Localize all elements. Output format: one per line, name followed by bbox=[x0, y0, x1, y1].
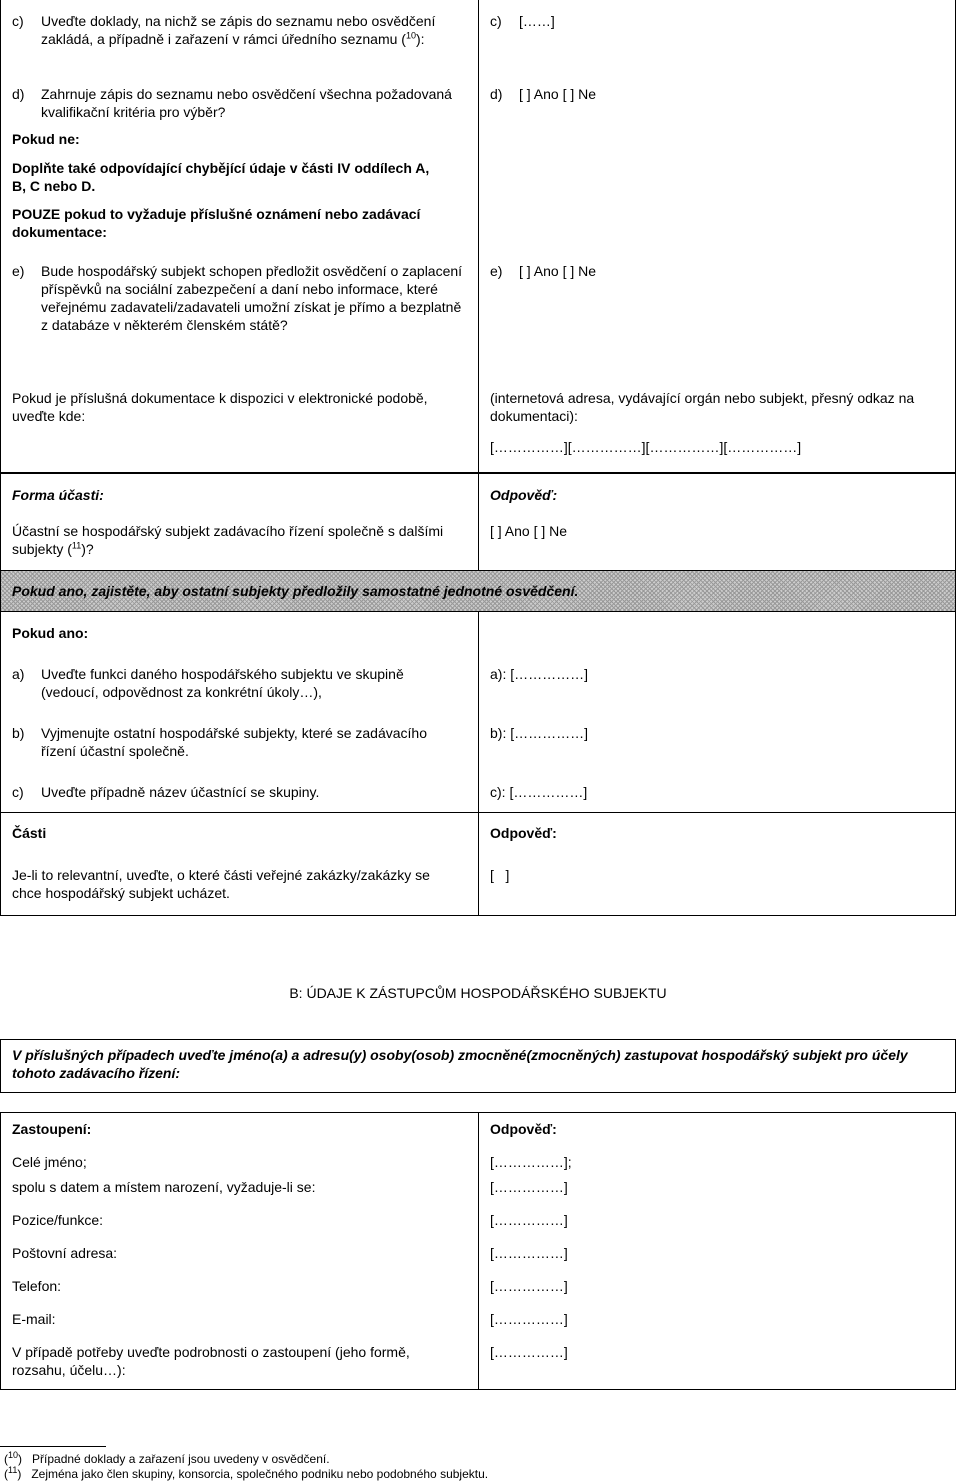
section-b-instruction: V příslušných případech uveďte jméno(a) a adresu(y) osoby(osob) zmocněné(zmocněných) zastupovat hospodářský subjekt pro účely tohoto zadávacího řízení: bbox=[12, 1047, 908, 1081]
item-e-text: Bude hospodářský subjekt schopen předložit osvědčení o zaplacení příspěvků na sociální zabezpečení a daní nebo informace, které veřejnému zadavateli/zadavateli umožní získat je přímo a bezplatně z databáze v některém členském státě? bbox=[41, 263, 463, 333]
parts-question: Je-li to relevantní, uveďte, o které části veřejné zakázky/zakázky se chce hospodářský subjekt ucházet. bbox=[12, 867, 430, 901]
row-divider bbox=[0, 812, 956, 813]
position-label: Pozice/funkce: bbox=[12, 1212, 104, 1228]
column-divider bbox=[478, 474, 479, 570]
item-c-text: Uveďte doklady, na nichž se zápis do seznamu nebo osvědčení zakládá, a případně i zařazení v rámci úředního seznamu ($^{10}$): bbox=[41, 13, 436, 47]
item-d-text: Zahrnuje zápis do seznamu nebo osvědčení všechna požadovaná kvalifikační kritéria pro výběr? bbox=[41, 86, 452, 120]
participation-answer[interactable]: [ ] Ano [ ] Ne bbox=[490, 523, 568, 539]
answer-heading: Odpověď: bbox=[490, 825, 557, 841]
answer-label: c) bbox=[490, 13, 502, 29]
item-label: e) bbox=[12, 263, 25, 279]
full-name-label: Celé jméno; bbox=[12, 1154, 87, 1170]
complete-instruction: Doplňte také odpovídající chybějící údaje v části IV oddílech A, B, C nebo D. bbox=[12, 160, 430, 194]
column-divider bbox=[478, 0, 479, 472]
item-label: d) bbox=[12, 86, 25, 102]
answer-d-field[interactable]: [ ] Ano [ ] Ne bbox=[519, 86, 597, 102]
parts-answer-field[interactable]: [ ] bbox=[490, 867, 510, 883]
footnote-number: 11 bbox=[8, 1465, 18, 1475]
column-divider bbox=[478, 1113, 479, 1389]
answer-heading: Odpověď: bbox=[490, 487, 558, 503]
answer-label: e) bbox=[490, 263, 503, 279]
column-divider bbox=[478, 612, 479, 915]
electronic-fields[interactable]: [……………][……………][……………][……………] bbox=[490, 439, 802, 455]
item-label: c) bbox=[12, 784, 24, 800]
email-field[interactable]: [……………] bbox=[490, 1311, 568, 1327]
answer-b-field[interactable]: b): [……………] bbox=[490, 725, 589, 741]
answer-e-field[interactable]: [ ] Ano [ ] Ne bbox=[519, 263, 597, 279]
birth-label: spolu s datem a místem narození, vyžaduje-li se: bbox=[12, 1179, 316, 1195]
electronic-answer-hint: (internetová adresa, vydávající orgán nebo subjekt, přesný odkaz na dokumentaci): bbox=[490, 390, 915, 424]
footnote-number: 10 bbox=[8, 1450, 19, 1460]
footnote-11: ($^{11}$) Zejména jako člen skupiny, konsorcia, společného podniku nebo podobného subjektu. bbox=[4, 1465, 489, 1481]
participation-question: Účastní se hospodářský subjekt zadávacího řízení společně s dalšími subjekty ($^{11}$)? bbox=[12, 523, 444, 557]
footnote-10: ($^{10}$) Případné doklady a zařazení jsou uvedeny v osvědčení. bbox=[4, 1450, 330, 1466]
only-if-instruction: POUZE pokud to vyžaduje příslušné oznámení nebo zadávací dokumentace: bbox=[12, 206, 421, 240]
section-b-title: B: ÚDAJE K ZÁSTUPCŮM HOSPODÁŘSKÉHO SUBJEKTU bbox=[289, 985, 667, 1001]
postal-address-field[interactable]: [……………] bbox=[490, 1245, 568, 1261]
if-yes-heading: Pokud ano: bbox=[12, 625, 89, 641]
birth-field[interactable]: [……………] bbox=[490, 1179, 568, 1195]
answer-c-field[interactable]: [……] bbox=[519, 13, 555, 29]
parts-heading: Části bbox=[12, 825, 47, 841]
answer-c-field[interactable]: c): [……………] bbox=[490, 784, 588, 800]
item-a-text: Uveďte funkci daného hospodářského subjektu ve skupině (vedoucí, odpovědnost za konkrétní úkoly…), bbox=[41, 666, 404, 700]
answer-heading: Odpověď: bbox=[490, 1121, 557, 1137]
item-c-text: Uveďte případně název účastnící se skupiny. bbox=[41, 784, 320, 800]
full-name-field[interactable]: [……………]; bbox=[490, 1154, 572, 1170]
footnote-text: Zejména jako člen skupiny, konsorcia, společného podniku nebo podobného subjektu. bbox=[31, 1467, 489, 1481]
representation-details-field[interactable]: [……………] bbox=[490, 1344, 568, 1360]
item-label: a) bbox=[12, 666, 25, 682]
footnote-ref-10[interactable]: 10 bbox=[405, 30, 416, 41]
electronic-question: Pokud je příslušná dokumentace k dispozici v elektronické podobě, uveďte kde: bbox=[12, 390, 428, 424]
item-label: c) bbox=[12, 13, 24, 29]
answer-label: d) bbox=[490, 86, 503, 102]
answer-a-field[interactable]: a): [……………] bbox=[490, 666, 589, 682]
notice-text: Pokud ano, zajistěte, aby ostatní subjekty předložily samostatné jednotné osvědčení. bbox=[12, 583, 579, 599]
footnote-ref-11[interactable]: 11 bbox=[71, 540, 82, 551]
item-b-text: Vyjmenujte ostatní hospodářské subjekty, které se zadávacího řízení účastní společně. bbox=[41, 725, 427, 759]
footnote-text: Případné doklady a zařazení jsou uvedeny v osvědčení. bbox=[32, 1452, 330, 1466]
postal-address-label: Poštovní adresa: bbox=[12, 1245, 118, 1261]
if-not-heading: Pokud ne: bbox=[12, 131, 80, 147]
item-label: b) bbox=[12, 725, 25, 741]
form-heading: Forma účasti: bbox=[12, 487, 104, 503]
position-field[interactable]: [……………] bbox=[490, 1212, 568, 1228]
representation-details-label: V případě potřeby uveďte podrobnosti o zastoupení (jeho formě, rozsahu, účelu…): bbox=[12, 1344, 410, 1378]
footnote-separator bbox=[0, 1446, 106, 1447]
phone-label: Telefon: bbox=[12, 1278, 62, 1294]
phone-field[interactable]: [……………] bbox=[490, 1278, 568, 1294]
email-label: E-mail: bbox=[12, 1311, 56, 1327]
representation-heading: Zastoupení: bbox=[12, 1121, 92, 1137]
